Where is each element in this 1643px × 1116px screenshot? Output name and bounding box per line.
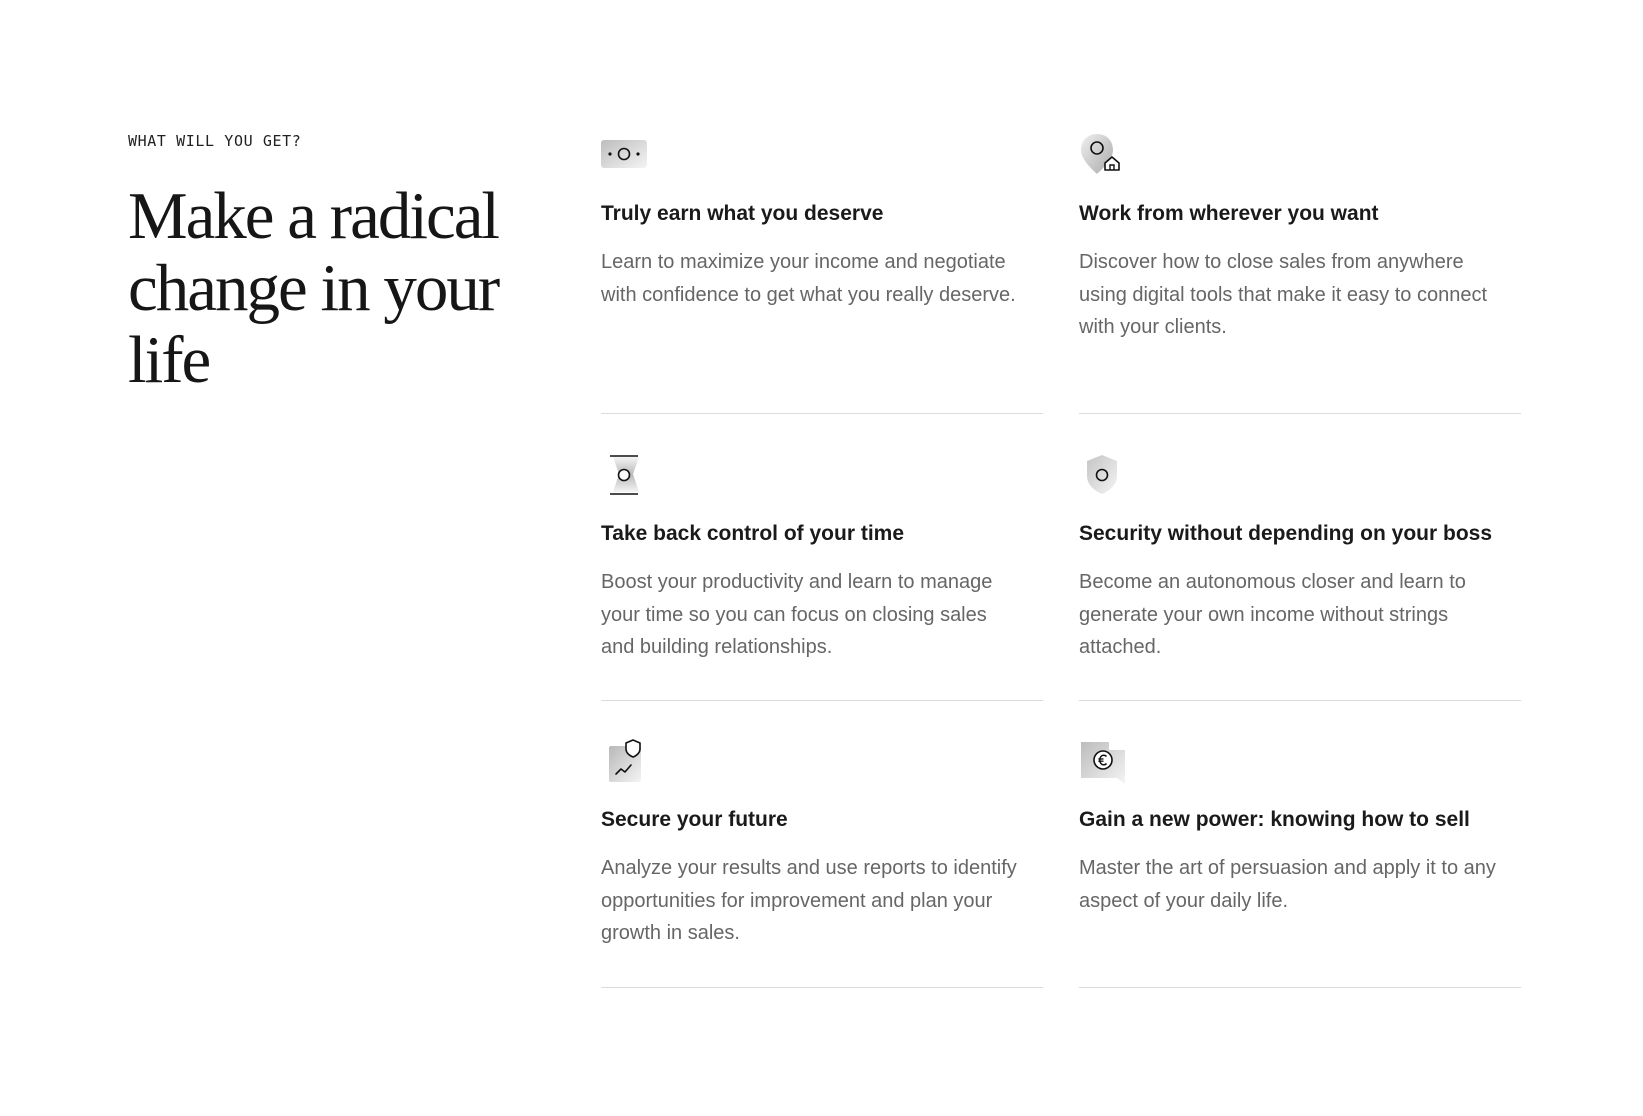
feature-title: Work from wherever you want xyxy=(1079,202,1379,225)
money-icon xyxy=(601,132,653,178)
divider xyxy=(1079,700,1521,701)
feature-description: Learn to maximize your income and negotiate with confidence to get what you really deserve. xyxy=(601,251,1016,306)
euro-chat-icon xyxy=(1079,738,1131,784)
hourglass-icon xyxy=(601,452,653,498)
divider xyxy=(601,700,1043,701)
intro-section xyxy=(128,132,548,396)
feature-title: Security without depending on your boss xyxy=(1079,522,1493,545)
divider xyxy=(601,413,1043,414)
divider xyxy=(601,987,1043,988)
location-home-icon xyxy=(1079,132,1131,178)
shield-icon xyxy=(1079,452,1131,498)
feature-card xyxy=(601,132,1043,306)
divider xyxy=(1079,413,1521,414)
feature-card xyxy=(1079,738,1521,912)
page-title: Make a radical change in your life xyxy=(128,179,499,397)
feature-card xyxy=(601,738,1043,944)
feature-card xyxy=(601,452,1043,658)
divider xyxy=(1079,987,1521,988)
feature-title: Secure your future xyxy=(601,808,788,831)
feature-title: Truly earn what you deserve xyxy=(601,202,884,225)
feature-description: Master the art of persuasion and apply it to any aspect of your daily life. xyxy=(1079,857,1496,912)
feature-title: Take back control of your time xyxy=(601,522,905,545)
feature-description: Become an autonomous closer and learn to generate your own income without strings attached. xyxy=(1079,571,1466,658)
feature-card xyxy=(1079,452,1521,658)
feature-card xyxy=(1079,132,1521,338)
feature-title: Gain a new power: knowing how to sell xyxy=(1079,808,1470,831)
feature-description: Analyze your results and use reports to identify opportunities for improvement and plan your growth in sales. xyxy=(601,857,1017,944)
section-eyebrow: WHAT WILL YOU GET? xyxy=(128,132,302,150)
feature-description: Boost your productivity and learn to manage your time so you can focus on closing sales and building relationships. xyxy=(601,571,993,658)
feature-description: Discover how to close sales from anywhere using digital tools that make it easy to connect with your clients. xyxy=(1079,251,1488,338)
growth-shield-icon xyxy=(601,738,653,784)
